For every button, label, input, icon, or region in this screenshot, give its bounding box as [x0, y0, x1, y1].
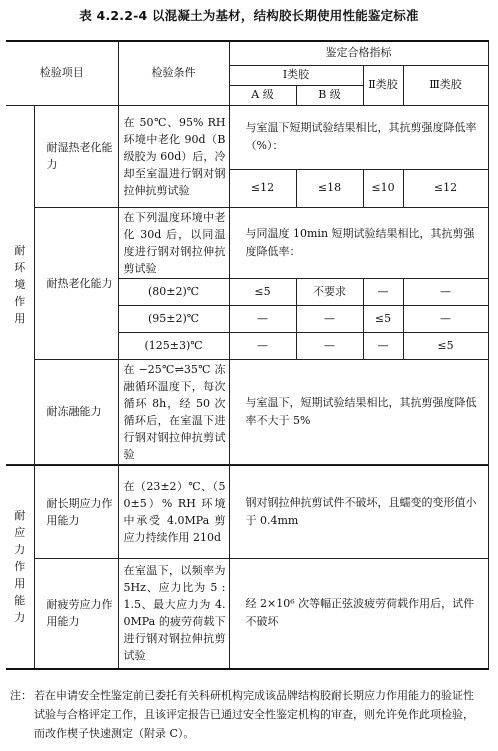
fatigue-condition: 在室温下，以频率为 5Hz、应力比为 5 : 1.5、最大应力为 4.0MPa 的疲劳荷载下进行钢对钢拉伸抗剪试验 [118, 559, 229, 669]
note-label: 注： [10, 689, 32, 702]
humid-c3: ≤12 [403, 169, 488, 207]
header-item: 检验项目 [6, 41, 118, 105]
table-note: 若在申请安全性鉴定前已委托有关科研机构完成该品牌结构胶耐长期应力作用能力的验证性试验与合格评定工作，且该评定报告已通过安全性鉴定机构的审查，则允许免作此项检验，而改作楔子快速测定（附录 C）。 [34, 689, 474, 740]
longterm-item: 耐长期应力作用能力 [34, 465, 118, 559]
longterm-row [6, 465, 488, 559]
group-env [6, 105, 34, 465]
header-row-1 [6, 41, 488, 65]
identification-standard-table [6, 40, 489, 466]
fatigue-row [6, 559, 488, 669]
heat-80-a: ≤5 [229, 278, 296, 305]
humid-c2: ≤10 [363, 169, 403, 207]
heat-condition: 在下列温度环境中老化 30d 后，以同温度进行钢对钢拉伸抗剪试验 [118, 207, 229, 278]
longterm-condition: 在（23±2）℃、（50±5）% RH 环境中承受 4.0MPa 剪应力持续作用 210d [118, 465, 229, 559]
heat-item [34, 207, 118, 359]
fatigue-item: 耐疲劳应力作用能力 [34, 559, 118, 669]
header-class1: Ⅰ类胶 [229, 65, 363, 85]
heat-125-c2: — [363, 332, 403, 359]
header-condition: 检验条件 [118, 41, 229, 105]
humid-a: ≤12 [229, 169, 296, 207]
heat-125-b: — [296, 332, 363, 359]
heat-temp-95: (95±2)℃ [118, 305, 229, 332]
humid-condition: 在 50℃、95% RH 环境中老化 90d（B 级胶为 60d）后，冷却至室温进行钢对钢拉伸抗剪试验 [118, 105, 229, 207]
heat-80-b: 不要求 [296, 278, 363, 305]
heat-row-1 [6, 207, 488, 278]
heat-95-c2: ≤5 [363, 305, 403, 332]
heat-item-label: 耐热老化能力 [46, 276, 113, 290]
heat-125-c3: ≤5 [403, 332, 488, 359]
heat-95-b: — [296, 305, 363, 332]
identification-standard-table-stress [6, 464, 489, 670]
group-stress [6, 465, 34, 669]
humid-row-1 [6, 105, 488, 169]
humid-item: 耐湿热老化能力 [34, 105, 118, 207]
header-grade-a: A 级 [229, 85, 296, 105]
header-criteria: 鉴定合格指标 [229, 41, 488, 65]
heat-temp-125: (125±3)℃ [118, 332, 229, 359]
heat-80-c2: — [363, 278, 403, 305]
humid-requirement: 与室温下短期试验结果相比，其抗剪强度降低率（%）： [229, 105, 488, 169]
freeze-row [6, 359, 488, 465]
heat-temp-80: (80±2)℃ [118, 278, 229, 305]
fatigue-requirement: 经 2×10⁶ 次等幅正弦波疲劳荷载作用后，试件不破坏 [229, 559, 488, 669]
freeze-item: 耐冻融能力 [34, 359, 118, 465]
header-grade-b: B 级 [296, 85, 363, 105]
heat-80-c3: — [403, 278, 488, 305]
header-class3: Ⅲ类胶 [403, 65, 488, 105]
freeze-requirement: 与室温下，短期试验结果相比，其抗剪强度降低率不大于 5% [229, 359, 488, 465]
header-class2: Ⅱ类胶 [363, 65, 403, 105]
group-env-label: 耐环境作用 [14, 244, 26, 325]
heat-requirement: 与同温度 10min 短期试验结果相比，其抗剪强度降低率： [229, 207, 488, 278]
longterm-requirement: 钢对钢拉伸抗剪试件不破坏，且蠕变的变形值小于 0.4mm [229, 465, 488, 559]
table-title: 表 4.2.2-4 以混凝土为基材，结构胶长期使用性能鉴定标准 [79, 8, 419, 23]
heat-95-a: — [229, 305, 296, 332]
humid-b: ≤18 [296, 169, 363, 207]
heat-125-a: — [229, 332, 296, 359]
group-stress-label: 耐应力作用能力 [14, 508, 26, 624]
freeze-condition: 在 −25℃⇌35℃ 冻融循环温度下，每次循环 8h，经 50 次循环后，在室温下进行钢对钢拉伸抗剪试验 [118, 359, 229, 465]
heat-95-c3: — [403, 305, 488, 332]
